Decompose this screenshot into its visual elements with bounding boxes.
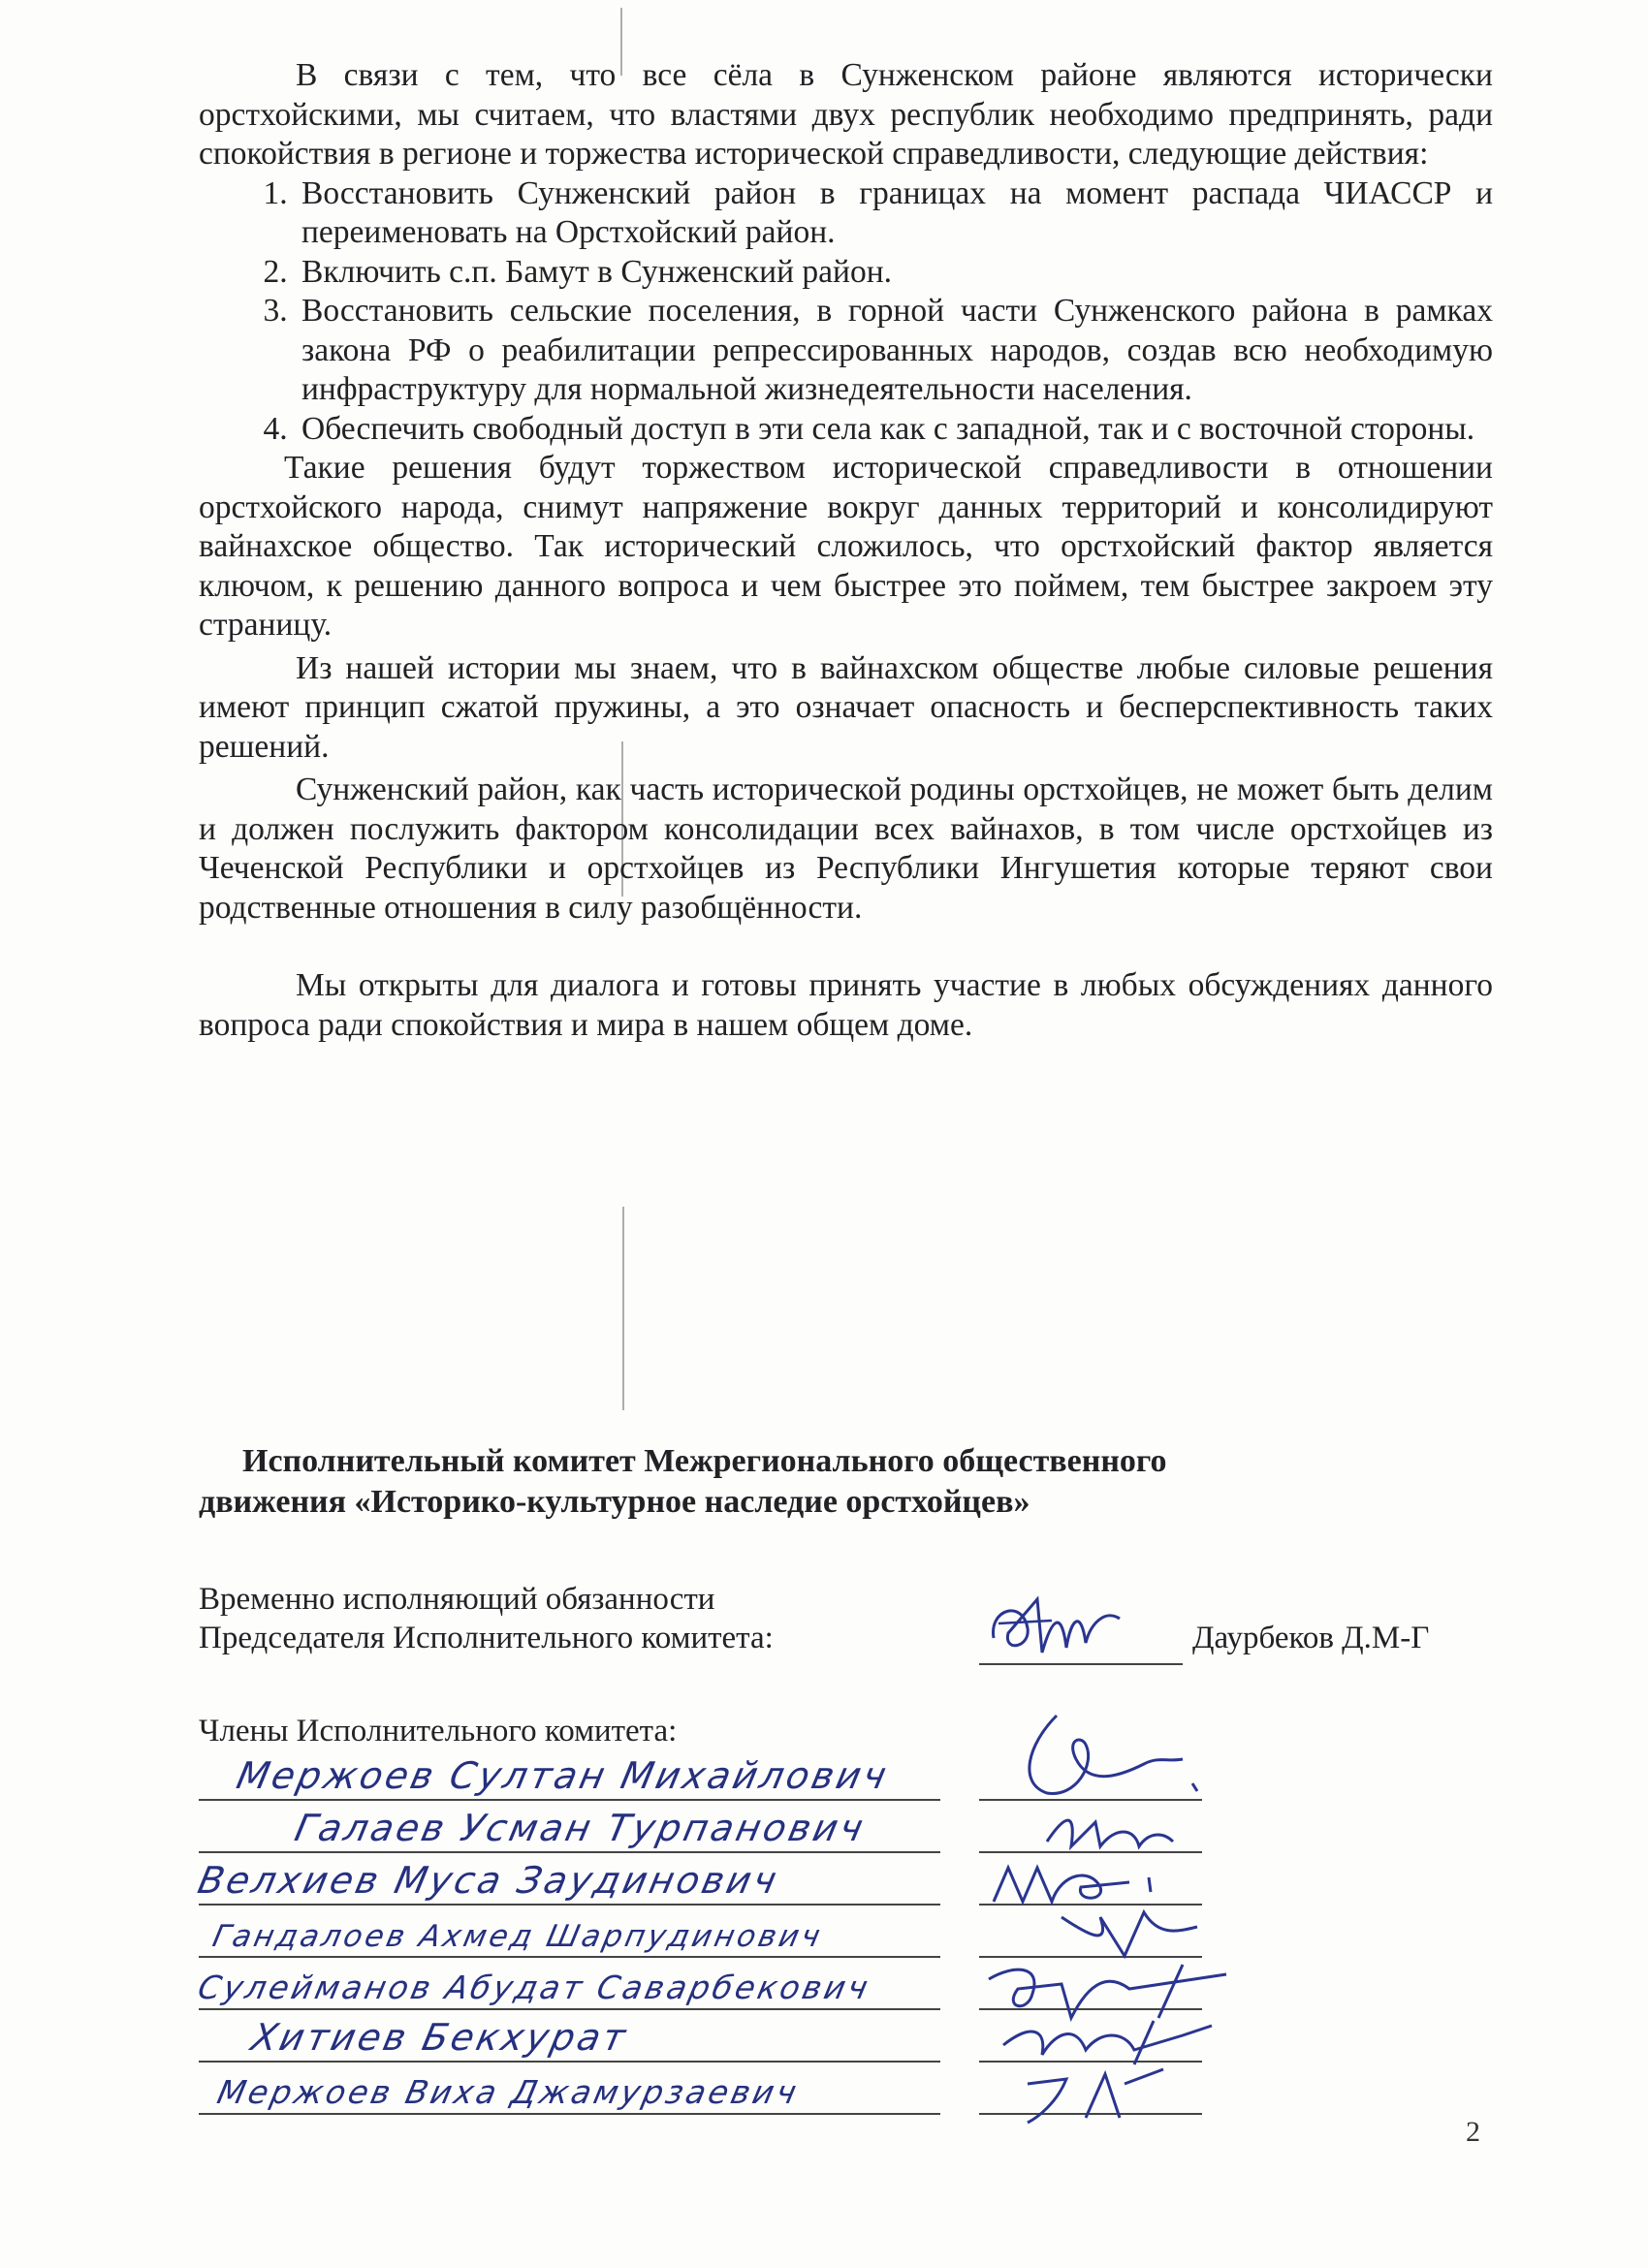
demands-list [199,174,1493,450]
committee-line: движения «Историко-культурное наследие орстхойцев» [199,1484,1030,1520]
acting-label-line: Председателя Исполнительного комитета: [199,1621,774,1655]
chair-signature [984,1580,1129,1667]
member-name: Сулейманов Абудат Саварбекович [194,1969,874,2006]
member-signature [998,1706,1231,1812]
acting-label-line: Временно исполняющий обязанности [199,1582,715,1617]
list-item: 4. Обеспечить свободный доступ в эти села как с западной, так и с восточной стороны. [296,410,1493,450]
intro-paragraph: В связи с тем, что все сёла в Сунженском районе являются исторически орстхойскими, мы считаем, что властями двух республик необходимо предпринять, ради спокойствия в регионе и торжества исторической справедливости, следующие действия: [199,57,1493,172]
member-signature [1028,1803,1202,1861]
acting-chair-label [199,1580,774,1657]
scan-fold-line [622,1207,624,1410]
letter-body [199,56,1493,1045]
list-item: 2. Включить с.п. Бамут в Сунженский район. [296,253,1493,293]
member-name: Велхиев Муса Заудинович [194,1859,783,1902]
member-name: Мержоев Виха Джамурзаевич [213,2073,803,2111]
paragraph: Сунженский район, как часть исторической родины орстхойцев, не может быть делим и должен послужить фактором консолидации всех вайнахов, в том числе орстхойцев из Чеченской Республики и орстхойцев из Республики Ингушетия которые теряют свои родственные отношения в силу разобщённости. [199,772,1493,926]
members-label: Члены Исполнительного комитета: [199,1714,678,1748]
member-signature [1008,2055,1183,2132]
member-name: Мержоев Султан Михайлович [233,1754,893,1797]
paragraph: Мы открыты для диалога и готовы принять участие в любых обсуждениях данного вопроса ради спокойствия и мира в нашем общем доме. [199,967,1493,1043]
list-item: 3. Восстановить сельские поселения, в горной части Сунженского района в рамках закона РФ о реабилитации репрессированных народов, создав всю необходимую инфраструктуру для нормальной жизнедеятельности населения. [296,292,1493,410]
list-item: 1. Восстановить Сунженский район в границах на момент распада ЧИАССР и переименовать на Орстхойский район. [296,174,1493,253]
paragraph: Из нашей истории мы знаем, что в вайнахском обществе любые силовые решения имеют принцип сжатой пружины, а это означает опасность и бесперспективность таких решений. [199,649,1493,765]
member-name: Гандалоев Ахмед Шарпудинович [209,1919,827,1954]
committee-line: Исполнительный комитет Межрегионального общественного [242,1443,1167,1479]
chair-name: Даурбеков Д.М-Г [1192,1621,1430,1655]
committee-heading [199,1441,1493,1523]
member-name: Галаев Усман Турпанович [291,1807,871,1849]
member-name: Хитиев Бекхурат [247,2016,633,2059]
paragraph: Такие решения будут торжеством исторической справедливости в отношении орстхойского народа, снимут напряжение вокруг данных территорий и консолидируют вайнахское общество. Так исторический сложилось, что орстхойский фактор является ключом, к решению данного вопроса и чем быстрее это поймем, тем быстрее закроем эту страницу. [199,450,1493,643]
page-number: 2 [1466,2116,1480,2148]
